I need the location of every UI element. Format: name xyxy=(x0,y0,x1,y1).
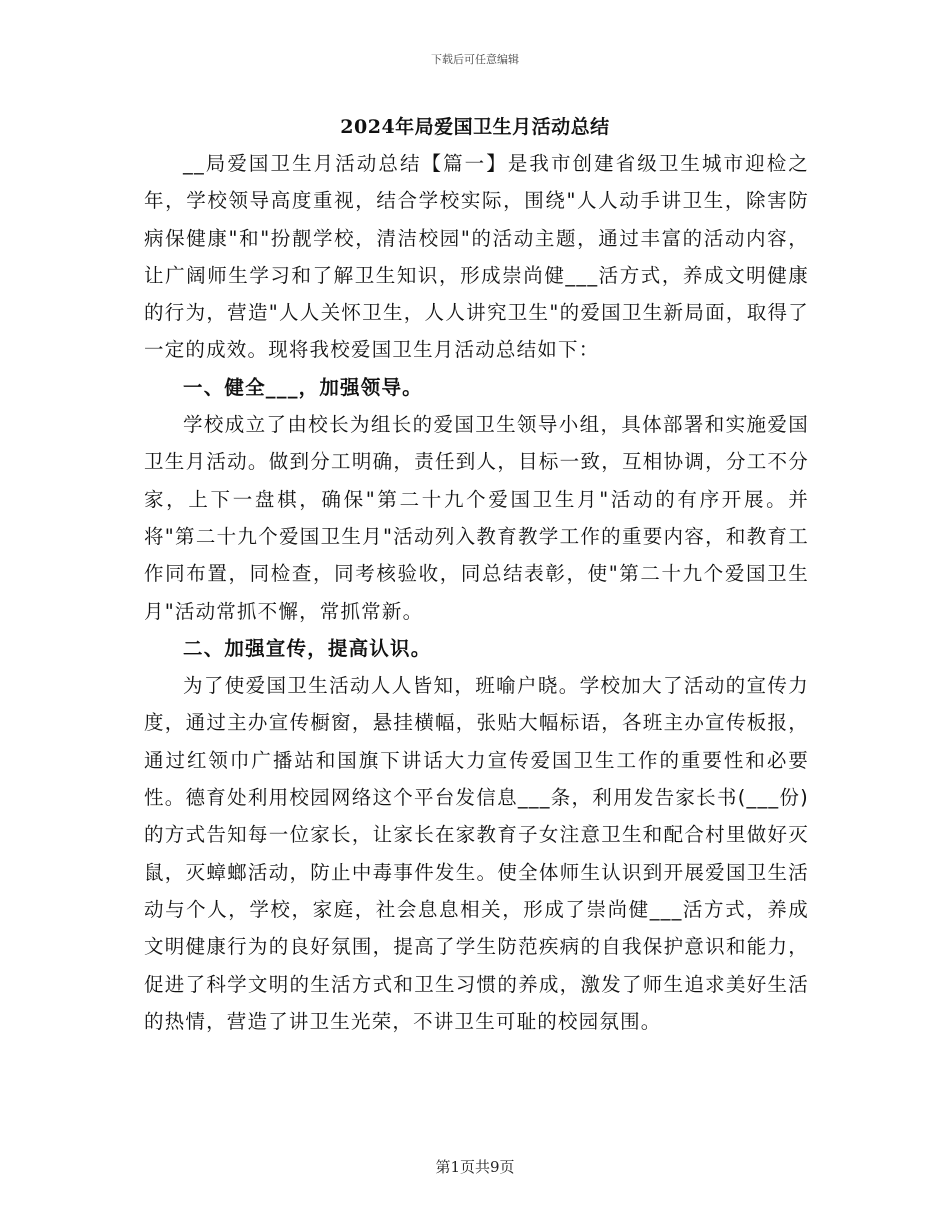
page-header-note: 下载后可任意编辑 xyxy=(431,53,519,66)
section-2-paragraph: 为了使爱国卫生活动人人皆知，班喻户晓。学校加大了活动的宣传力度，通过主办宣传橱窗，悬挂横幅，张贴大幅标语，各班主办宣传板报，通过红领巾广播站和国旗下讲话大力宣传爱国卫生工作的重要性和必要性。德育处利用校园网络这个平台发信息___条，利用发告家长书(___份)的方式告知每一位家长，让家长在家教育子女注意卫生和配合村里做好灭鼠，灭蟑螂活动，防止中毒事件发生。使全体师生认识到开展爱国卫生活动与个人，学校，家庭，社会息息相关，形成了崇尚健___活方式，养成文明健康行为的良好氛围，提高了学生防范疾病的自我保护意识和能力，促进了科学文明的生活方式和卫生习惯的养成，激发了师生追求美好生活的热情，营造了讲卫生光荣，不讲卫生可耻的校园氛围。 xyxy=(144,674,809,1033)
document-title: 2024年局爱国卫生月活动总结 xyxy=(340,116,610,138)
section-1-paragraph: 学校成立了由校长为组长的爱国卫生领导小组，具体部署和实施爱国卫生月活动。做到分工明确，责任到人，目标一致，互相协调，分工不分家，上下一盘棋，确保"第二十九个爱国卫生月"活动的有序开展。并将"第二十九个爱国卫生月"活动列入教育教学工作的重要内容，和教育工作同布置，同检查，同考核验收，同总结表彰，使"第二十九个爱国卫生月"活动常抓不懈，常抓常新。 xyxy=(144,413,809,623)
page-number: 第1页共9页 xyxy=(435,1158,515,1176)
intro-paragraph: __局爱国卫生月活动总结【篇一】是我市创建省级卫生城市迎检之年，学校领导高度重视，结合学校实际，围绕"人人动手讲卫生，除害防病保健康"和"扮靓学校，清洁校园"的活动主题，通过丰富的活动内容，让广阔师生学习和了解卫生知识，形成崇尚健___活方式，养成文明健康的行为，营造"人人关怀卫生，人人讲究卫生"的爱国卫生新局面，取得了一定的成效。现将我校爱国卫生月活动总结如下： xyxy=(144,152,809,362)
document-body xyxy=(144,145,809,1040)
section-heading-1: 一、健全___，加强领导。 xyxy=(183,375,423,399)
section-heading-2: 二、加强宣传，提高认识。 xyxy=(183,636,432,660)
